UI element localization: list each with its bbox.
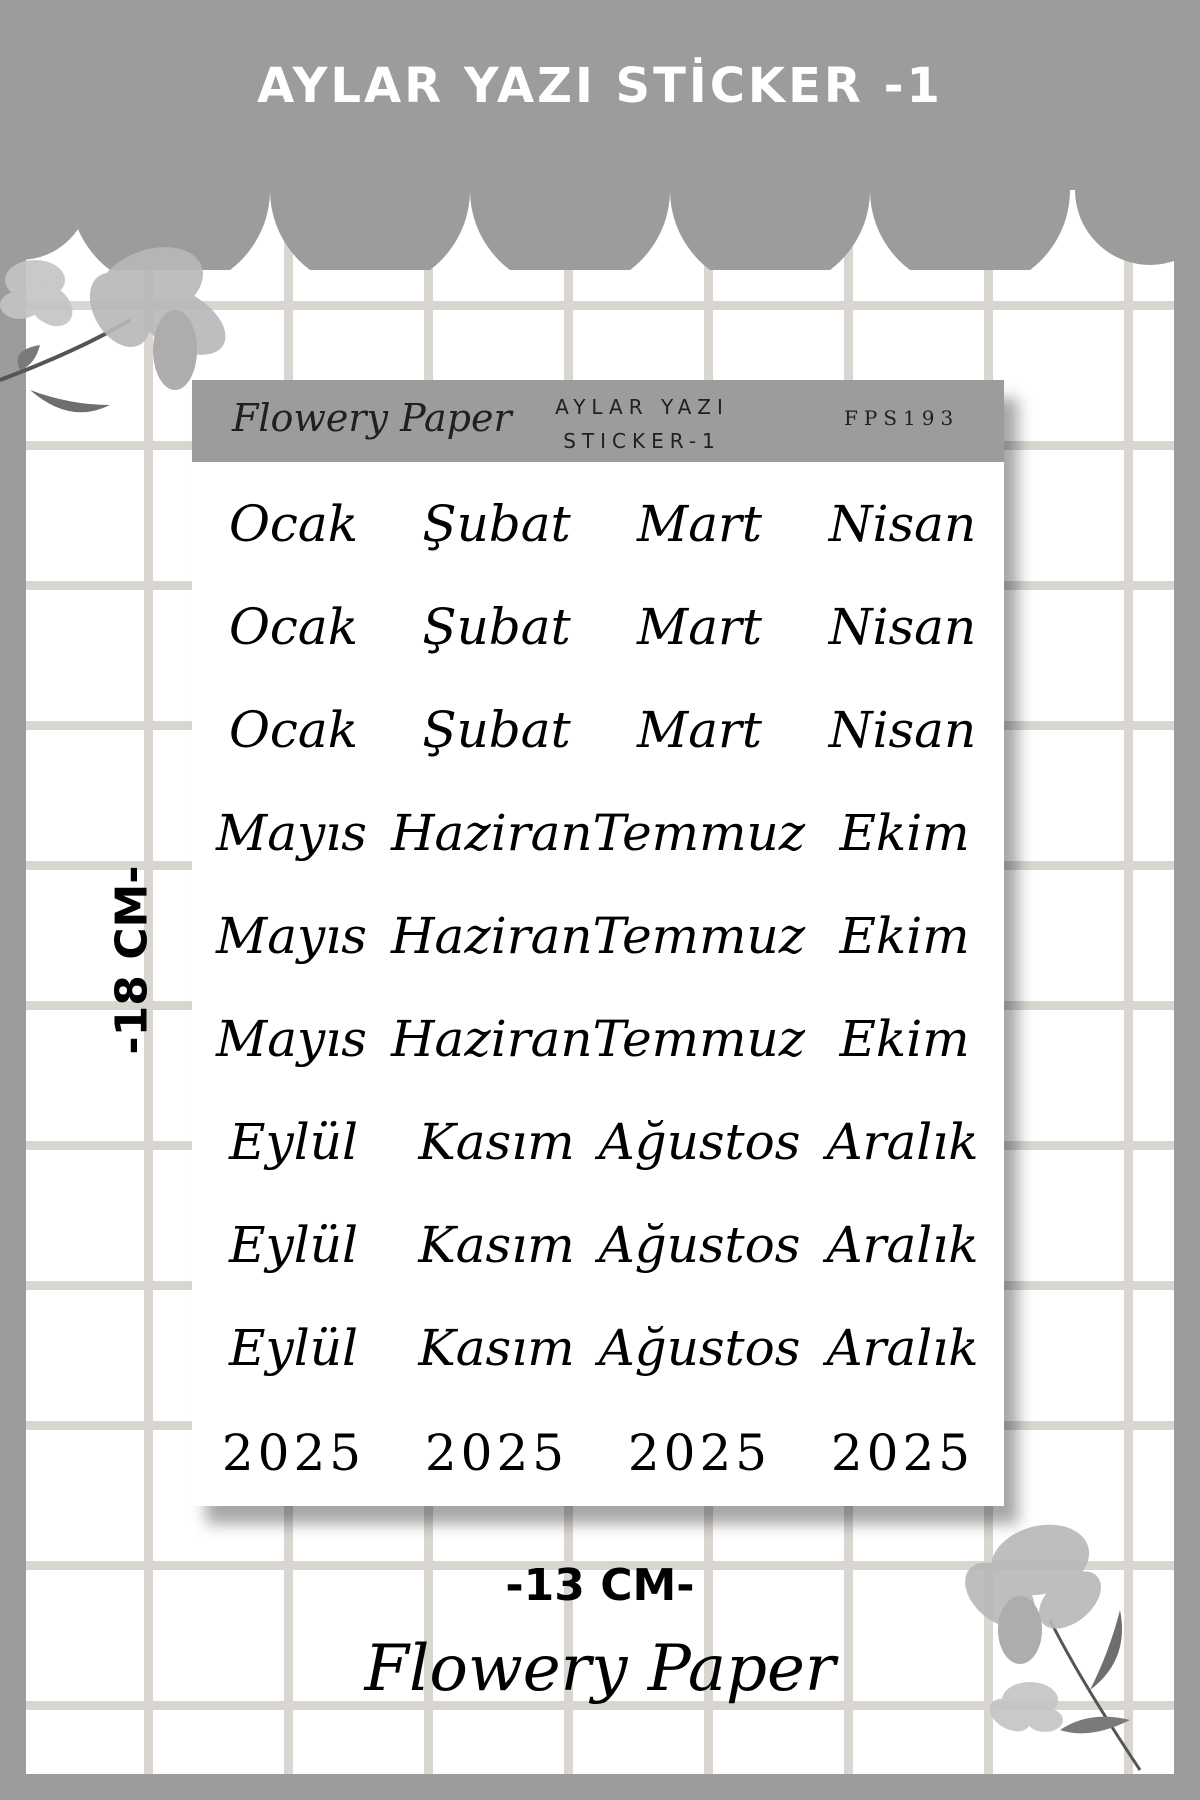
height-dimension	[92, 860, 172, 1060]
sticker-row	[192, 1090, 1004, 1193]
sticker-row	[192, 472, 1004, 575]
sticker-row	[192, 678, 1004, 781]
sticker-row	[192, 1193, 1004, 1296]
month-sticker: Haziran	[390, 803, 593, 862]
month-sticker: Temmuz	[592, 1009, 806, 1068]
month-sticker: Aralık	[826, 1215, 979, 1274]
sticker-sheet	[192, 380, 1004, 1506]
year-sticker: 2025	[627, 1424, 772, 1482]
month-sticker: Şubat	[422, 597, 571, 656]
month-sticker: Temmuz	[592, 803, 806, 862]
month-sticker: Mayıs	[216, 1009, 367, 1068]
product-code: FPS193	[844, 406, 960, 430]
month-sticker: Şubat	[422, 494, 571, 553]
month-sticker: Şubat	[422, 700, 571, 759]
sticker-row	[192, 1296, 1004, 1399]
height-label: -18 CM-	[106, 865, 158, 1055]
month-sticker: Kasım	[418, 1215, 575, 1274]
sticker-grid	[192, 472, 1004, 1399]
month-sticker: Mart	[637, 700, 762, 759]
sheet-header	[192, 380, 1004, 462]
month-sticker: Haziran	[390, 1009, 593, 1068]
sheet-title-line1: AYLAR YAZI	[555, 395, 729, 419]
sheet-title	[522, 390, 762, 458]
month-sticker: Ekim	[839, 1009, 970, 1068]
month-sticker: Ekim	[839, 906, 970, 965]
month-sticker: Ağustos	[598, 1215, 801, 1274]
brand-logo: Flowery Paper	[232, 396, 512, 440]
sticker-row	[192, 781, 1004, 884]
sticker-row	[192, 575, 1004, 678]
year-sticker: 2025	[221, 1424, 366, 1482]
footer-signature: Flowery Paper	[364, 1632, 836, 1706]
page-title: AYLAR YAZI STİCKER -1	[257, 58, 943, 114]
month-sticker: Ocak	[228, 494, 359, 553]
month-sticker: Temmuz	[592, 906, 806, 965]
month-sticker: Ağustos	[598, 1112, 801, 1171]
sticker-row	[192, 987, 1004, 1090]
month-sticker: Nisan	[828, 494, 977, 553]
month-sticker: Ağustos	[598, 1318, 801, 1377]
month-sticker: Eylül	[229, 1215, 358, 1274]
month-sticker: Ocak	[228, 700, 359, 759]
month-sticker: Kasım	[418, 1318, 575, 1377]
month-sticker: Nisan	[828, 700, 977, 759]
month-sticker: Aralık	[826, 1112, 979, 1171]
month-sticker: Ekim	[839, 803, 970, 862]
year-sticker: 2025	[424, 1424, 569, 1482]
month-sticker: Eylül	[229, 1112, 358, 1171]
month-sticker: Mayıs	[216, 803, 367, 862]
month-sticker: Nisan	[828, 597, 977, 656]
month-sticker: Haziran	[390, 906, 593, 965]
month-sticker: Mart	[637, 597, 762, 656]
width-label: -13 CM-	[505, 1560, 695, 1611]
month-sticker: Mart	[637, 494, 762, 553]
month-sticker: Mayıs	[216, 906, 367, 965]
month-sticker: Aralık	[826, 1318, 979, 1377]
month-sticker: Eylül	[229, 1318, 358, 1377]
year-sticker: 2025	[830, 1424, 975, 1482]
year-row	[192, 1424, 1004, 1482]
month-sticker: Ocak	[228, 597, 359, 656]
month-sticker: Kasım	[418, 1112, 575, 1171]
sticker-row	[192, 884, 1004, 987]
sheet-title-line2: STICKER-1	[563, 429, 721, 453]
